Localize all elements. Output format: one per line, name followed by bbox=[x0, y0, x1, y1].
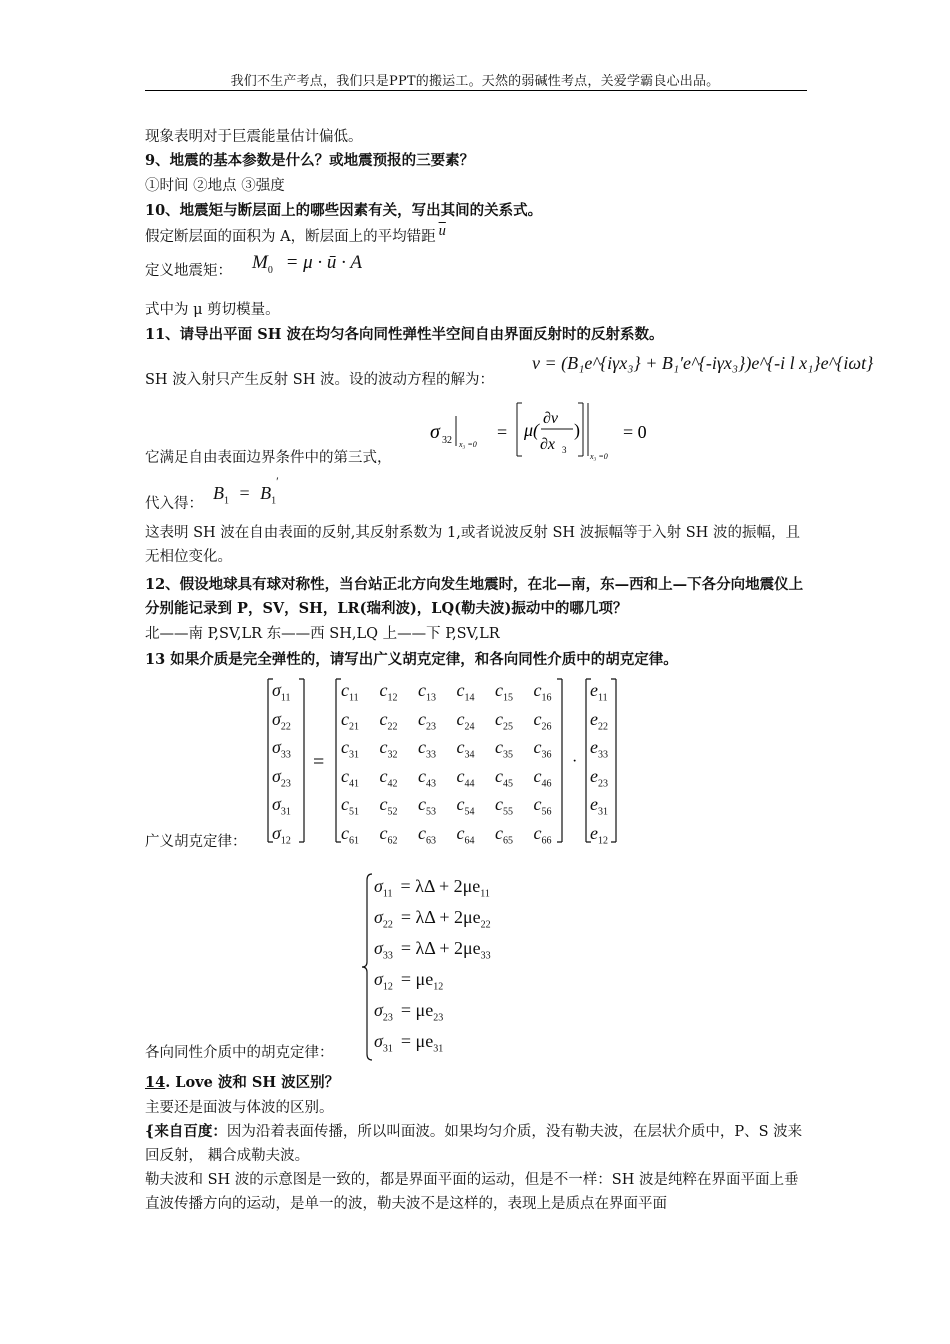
svg-text:= 0: = 0 bbox=[623, 422, 647, 442]
svg-text:σ: σ bbox=[430, 421, 440, 443]
stiffness-coefficient: $c_{62}$ bbox=[379, 822, 398, 847]
svg-text:=: = bbox=[497, 422, 508, 442]
answer-11-line1: SH 波入射只产生反射 SH 波。设的波动方程的解为： bbox=[145, 372, 494, 388]
answer-13-line2: 各向同性介质中的胡克定律： bbox=[145, 1045, 334, 1061]
hooke-matrix-brackets bbox=[260, 676, 620, 846]
question-9: 9、地震的基本参数是什么？或地震预报的三要素？ bbox=[145, 152, 475, 169]
isotropic-equation: $\sigma_{31} = \mu e_{31}$ bbox=[374, 1031, 444, 1055]
stiffness-coefficient: $c_{25}$ bbox=[495, 708, 513, 733]
stiffness-coefficient: $c_{24}$ bbox=[456, 708, 475, 733]
strain-component: $e_{31}$ bbox=[590, 794, 608, 818]
header-rule bbox=[145, 90, 807, 91]
svg-text:·: · bbox=[572, 753, 578, 770]
question-12: 12、假设地球具有球对称性，当台站正北方向发生地震时，在北—南，东—西和上—下各分向地震仪上分别能记录到 P，SV，SH，LR(瑞利波)，LQ(勒夫波)振动中的哪几项？ bbox=[145, 576, 804, 617]
stiffness-coefficient: $c_{41}$ bbox=[341, 765, 359, 790]
stiffness-coefficient: $c_{23}$ bbox=[418, 708, 436, 733]
isotropic-equation: $\sigma_{22} = \lambda\Delta + 2\mu e_{22}$ bbox=[374, 907, 491, 931]
svg-text:∂x: ∂x bbox=[540, 436, 556, 453]
answer-13-line1: 广义胡克定律： bbox=[145, 834, 247, 850]
stiffness-coefficient: $c_{26}$ bbox=[533, 708, 552, 733]
stiffness-coefficient: $c_{52}$ bbox=[379, 794, 398, 818]
stiffness-coefficient: $c_{45}$ bbox=[495, 765, 513, 790]
stiffness-coefficient: $c_{16}$ bbox=[533, 680, 552, 704]
stiffness-coefficient: $c_{55}$ bbox=[495, 794, 513, 818]
question-11: 11、请导出平面 SH 波在均匀各向同性弹性半空间自由界面反射时的反射系数。 bbox=[145, 326, 664, 343]
stiffness-coefficient: $c_{44}$ bbox=[456, 765, 475, 790]
stiffness-coefficient: $c_{21}$ bbox=[341, 708, 359, 733]
answer-10-line1: 假定断层面的面积为 A，断层面上的平均错距 $\overline{u}$ bbox=[145, 223, 446, 245]
stiffness-coefficient: $c_{65}$ bbox=[495, 822, 513, 847]
stress-component: $\sigma_{23}$ bbox=[272, 765, 291, 790]
stiffness-coefficient: $c_{11}$ bbox=[341, 680, 359, 704]
stress-component: $\sigma_{11}$ bbox=[272, 680, 291, 704]
svg-text:3: 3 bbox=[562, 445, 567, 455]
stress-component: $\sigma_{33}$ bbox=[272, 737, 291, 761]
page-header: 我们不生产考点，我们只是PPT的搬运工。天然的弱碱性考点，关爱学霸良心出品。 bbox=[230, 74, 720, 89]
isotropic-equation: $\sigma_{23} = \mu e_{23}$ bbox=[374, 1000, 444, 1024]
stiffness-coefficient: $c_{51}$ bbox=[341, 794, 359, 818]
answer-11-line2: 它满足自由表面边界条件中的第三式， bbox=[145, 450, 392, 466]
strain-component: $e_{22}$ bbox=[590, 708, 608, 733]
answer-12: 北——南 P,SV,LR 东——西 SH,LQ 上——下 P,SV,LR bbox=[145, 626, 500, 642]
stress-component: $\sigma_{31}$ bbox=[272, 794, 291, 818]
stiffness-coefficient: $c_{15}$ bbox=[495, 680, 513, 704]
stiffness-coefficient: $c_{42}$ bbox=[379, 765, 398, 790]
stiffness-coefficient: $c_{12}$ bbox=[379, 680, 398, 704]
answer-11-line4: 这表明 SH 波在自由表面的反射,其反射系数为 1,或者说波反射 SH 波振幅等于入射 SH 波的振幅，且无相位变化。 bbox=[145, 525, 800, 565]
seismic-moment-formula: $M_0 = \mu$ · ū · A bbox=[252, 252, 362, 276]
strain-component: $e_{12}$ bbox=[590, 822, 608, 847]
stiffness-coefficient: $c_{43}$ bbox=[418, 765, 436, 790]
strain-component: $e_{33}$ bbox=[590, 737, 608, 761]
strain-component: $e_{23}$ bbox=[590, 765, 608, 790]
answer-10-line2: 定义地震矩： bbox=[145, 263, 232, 279]
stiffness-coefficient: $c_{56}$ bbox=[533, 794, 552, 818]
stiffness-coefficient: $c_{31}$ bbox=[341, 737, 359, 761]
boundary-condition-formula bbox=[425, 398, 665, 464]
svg-text:): ) bbox=[574, 420, 580, 440]
stress-component: $\sigma_{22}$ bbox=[272, 708, 291, 733]
answer-10-line3: 式中为 μ 剪切模量。 bbox=[145, 302, 280, 318]
stiffness-coefficient: $c_{64}$ bbox=[456, 822, 475, 847]
strain-component: $e_{11}$ bbox=[590, 680, 608, 704]
answer-14-line2: {来自百度：因为沿着表面传播，所以叫面波。如果均匀介质，没有勒夫波，在层状介质中，P、S 波来回反射， 耦合成勒夫波。 bbox=[145, 1123, 803, 1164]
stiffness-coefficient: $c_{33}$ bbox=[418, 737, 436, 761]
reflection-result-formula: $B_1 = B_1'$ bbox=[213, 474, 279, 507]
stiffness-coefficient: $c_{22}$ bbox=[379, 708, 398, 733]
stiffness-coefficient: $c_{32}$ bbox=[379, 737, 398, 761]
svg-text:32: 32 bbox=[442, 435, 452, 446]
question-14: 14. Love 波和 SH 波区别？ bbox=[145, 1074, 340, 1091]
stiffness-coefficient: $c_{66}$ bbox=[533, 822, 552, 847]
svg-text:x₃ =0: x₃ =0 bbox=[590, 452, 608, 461]
question-10: 10、地震矩与断层面上的哪些因素有关，写出其间的关系式。 bbox=[145, 202, 543, 219]
isotropic-equation: $\sigma_{12} = \mu e_{12}$ bbox=[374, 969, 444, 993]
svg-text:μ(: μ( bbox=[524, 420, 540, 440]
stiffness-coefficient: $c_{35}$ bbox=[495, 737, 513, 761]
question-13: 13 如果介质是完全弹性的，请写出广义胡克定律，和各向同性介质中的胡克定律。 bbox=[145, 651, 678, 668]
stiffness-coefficient: $c_{53}$ bbox=[418, 794, 436, 818]
isotropic-equation: $\sigma_{33} = \lambda\Delta + 2\mu e_{33}$ bbox=[374, 938, 491, 962]
stiffness-coefficient: $c_{61}$ bbox=[341, 822, 359, 847]
stiffness-coefficient: $c_{13}$ bbox=[418, 680, 436, 704]
stiffness-coefficient: $c_{63}$ bbox=[418, 822, 436, 847]
svg-text:∂v: ∂v bbox=[543, 410, 559, 427]
wave-solution-formula: v = (B₁e^{iγx₃} + B₁′e^{-iγx₃})e^{-i l x₁}e^{iωt} bbox=[532, 353, 874, 373]
stress-component: $\sigma_{12}$ bbox=[272, 822, 291, 847]
stiffness-coefficient: $c_{36}$ bbox=[533, 737, 552, 761]
answer-14-line3: 勒夫波和 SH 波的示意图是一致的，都是界面平面的运动，但是不一样：SH 波是纯粹在界面平面上垂直波传播方向的运动，是单一的波，勒夫波不是这样的，表现上是质点在界面平面 bbox=[145, 1172, 799, 1212]
svg-text:x₃ =0: x₃ =0 bbox=[459, 440, 477, 449]
isotropic-equation: $\sigma_{11} = \lambda\Delta + 2\mu e_{11}$ bbox=[374, 876, 490, 900]
answer-14-line1: 主要还是面波与体波的区别。 bbox=[145, 1100, 334, 1116]
text-line: 现象表明对于巨震能量估计偏低。 bbox=[145, 129, 363, 145]
stiffness-coefficient: $c_{34}$ bbox=[456, 737, 475, 761]
stiffness-coefficient: $c_{46}$ bbox=[533, 765, 552, 790]
answer-9: ①时间 ②地点 ③强度 bbox=[145, 178, 285, 194]
stiffness-coefficient: $c_{14}$ bbox=[456, 680, 475, 704]
answer-11-line3: 代入得： bbox=[145, 496, 203, 512]
svg-text:=: = bbox=[313, 751, 325, 773]
stiffness-coefficient: $c_{54}$ bbox=[456, 794, 475, 818]
